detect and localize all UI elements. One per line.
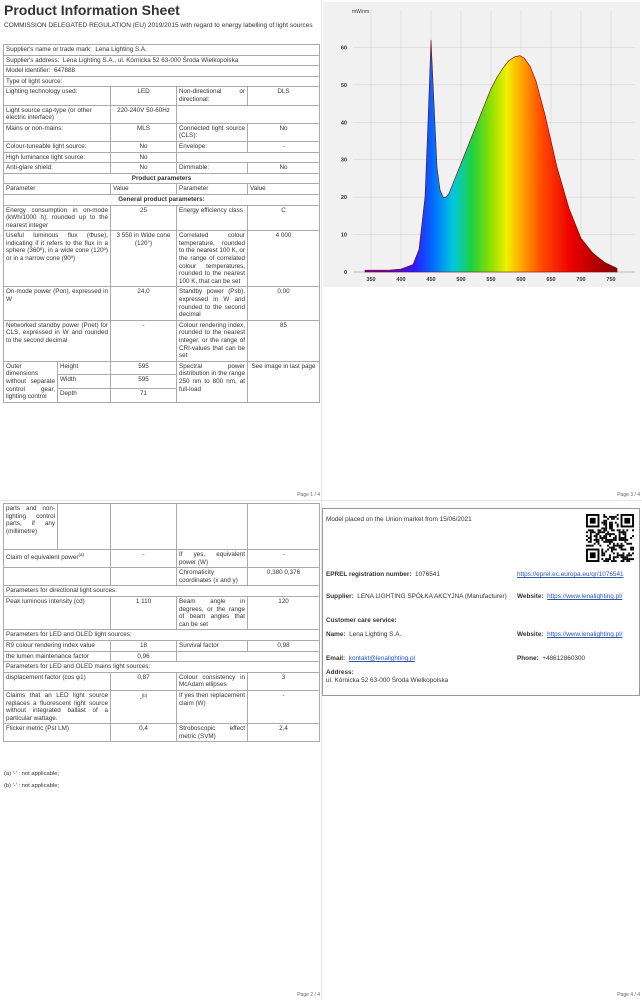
spd-label: Spectral power distribution in the range 250 nm to 800 nm, at full-load: [177, 361, 248, 402]
y-unit-label: mW/nm: [352, 9, 370, 15]
type-heading: Type of light source:: [4, 76, 320, 87]
supplier-label: Supplier's name or trade mark:: [6, 46, 92, 53]
y-tick-label: 60: [340, 45, 347, 52]
r9-value: 18: [111, 640, 177, 651]
email-label: Email:: [326, 655, 346, 662]
height-value: 595: [111, 361, 177, 375]
page-number: Page 2 / 4: [297, 992, 320, 998]
name-label: Name:: [326, 631, 346, 638]
flicker-label: Flicker metric (Pst LM): [4, 724, 111, 742]
standby-value: 0,00: [248, 287, 320, 320]
y-tick-label: 30: [340, 157, 347, 164]
tunable-label: Colour-tuneable light source:: [4, 141, 111, 152]
lumen-label: the lumen maintenance factor: [4, 651, 111, 662]
address-value: ul. Kórnicka 52 63-000 Środa Wielkopolska: [326, 677, 449, 684]
dimmable-label: Dimmable:: [177, 163, 248, 174]
eprel-value: 1076541: [415, 571, 440, 578]
footnote-a: (a) '-' : not applicable;: [4, 771, 60, 777]
product-params-heading: Product parameters: [4, 173, 320, 184]
macadam-value: 3: [248, 672, 320, 690]
disp-value: 0,87: [111, 672, 177, 690]
y-tick-label: 0: [343, 270, 347, 276]
peak-label: Peak luminous intensity (cd): [4, 596, 111, 629]
dims-label-continued: parts and non-lighting control parts, if any (millimetre): [4, 504, 58, 550]
fluor-value: -: [139, 695, 142, 702]
address-label: Supplier's address:: [6, 56, 60, 64]
general-params-heading: General product parameters:: [4, 194, 320, 205]
dims-label: Outer dimensions without separate control gear, lighting control: [4, 361, 58, 402]
chroma-label: Chromaticity coordinates (x and y): [177, 568, 248, 586]
macadam-label: Colour consistency in McAdam ellipses: [177, 672, 248, 690]
email-link[interactable]: kontakt@lenalighting.pl: [348, 655, 415, 662]
highlum-value: No: [111, 152, 177, 163]
regulation-subtitle: COMMISSION DELEGATED REGULATION (EU) 2019/2015 with regard to energy labelling of light sources: [4, 22, 313, 29]
x-tick-label: 550: [486, 277, 496, 283]
cls-value: No: [248, 123, 320, 141]
address-label: Address:: [326, 669, 354, 676]
svm-label: Stroboscopic effect metric (SVM): [177, 724, 248, 742]
onpower-value: 24,0: [111, 287, 177, 320]
mains-value: MLS: [111, 123, 177, 141]
directional-heading: Parameters for directional light sources:: [4, 586, 320, 597]
supplier-value: LENA LIGHTING SPÓŁKA AKCYJNA (Manufacturer): [357, 593, 507, 600]
peak-value: 1 110: [111, 596, 177, 629]
equivw-value: -: [248, 550, 320, 568]
eeclass-label: Energy efficiency class: [177, 205, 248, 231]
replace-label: If yes then replacement claim (W): [177, 690, 248, 723]
dimmable-value: No: [248, 163, 320, 174]
cap-label: Light source cap-type (or other electric interface): [4, 105, 111, 123]
flux-label: Useful luminous flux (Φuse), indicating if it refers to the flux in a sphere (360º), in a wide cone (120º) or in a narrow cone (90º): [4, 231, 111, 287]
website-label: Website:: [517, 593, 544, 600]
flux-value: 3 550 in Wide cone (120°): [111, 231, 177, 287]
energy-label: Energy consumption in on-mode (kWh/1000 h), rounded up to the nearest integer: [4, 205, 111, 231]
tech-label: Lighting technology used:: [4, 87, 111, 105]
netstandby-value: -: [111, 320, 177, 361]
x-tick-label: 400: [396, 277, 406, 283]
cap-value: 220-240V 50-60Hz: [111, 105, 177, 123]
x-tick-label: 750: [606, 277, 616, 283]
equiv-note: (a): [78, 552, 84, 557]
x-tick-label: 350: [366, 277, 376, 283]
supplier-label: Supplier:: [326, 593, 354, 600]
col-parameter: Parameter: [177, 184, 248, 195]
website-link-2[interactable]: https://www.lenalighting.pl/: [547, 631, 623, 638]
tech-value: LED: [111, 87, 177, 105]
x-tick-label: 450: [426, 277, 436, 283]
col-value: Value: [248, 184, 320, 195]
antiglare-label: Anti-glare shield:: [4, 163, 111, 174]
model-value: 647888: [53, 67, 75, 75]
qr-code-icon[interactable]: [586, 514, 634, 562]
lumen-value: 0,96: [111, 651, 177, 662]
x-tick-label: 600: [516, 277, 526, 283]
replace-value: -: [248, 690, 320, 723]
standby-label: Standby power (Psb), expressed in W and rounded to the second decimal: [177, 287, 248, 320]
phone-label: Phone:: [517, 655, 539, 662]
equiv-label: Claim of equivalent power: [6, 554, 79, 562]
svm-value: 2,4: [248, 724, 320, 742]
footnote-b: (b) '-' : not applicable;: [4, 783, 60, 789]
equivw-label: If yes, equivalent power (W): [177, 550, 248, 568]
led-heading: Parameters for LED and OLED light sources:: [4, 630, 320, 641]
fluor-note: (b): [141, 692, 148, 698]
market-date: Model placed on the Union market from 15/06/2021: [326, 516, 472, 523]
beam-value: 120: [248, 596, 320, 629]
cct-value: 4 000: [248, 231, 320, 287]
width-label: Width: [58, 375, 111, 389]
nondir-value: DLS: [248, 87, 320, 105]
cct-label: Correlated colour temperature, rounded to the nearest 100 K, or the range of correlated colour temperatures, rounded to the nearest 100 K, that can be set: [177, 231, 248, 287]
spd-value: See image in last page: [248, 361, 320, 402]
onpower-label: On-mode power (Pon), expressed in W: [4, 287, 111, 320]
website-label: Website:: [517, 631, 544, 638]
highlum-label: High luminance light source:: [4, 152, 111, 163]
col-value: Value: [111, 184, 177, 195]
supplier-value: Lena Lighting S.A.: [95, 46, 147, 53]
eprel-link[interactable]: https://eprel.ec.europa.eu/qr/1076541: [517, 571, 624, 578]
product-info-table-continued: [3, 503, 320, 742]
beam-label: Beam angle in degrees, or the range of beam angles that can be set: [177, 596, 248, 629]
envelope-label: Envelope:: [177, 141, 248, 152]
cri-value: 85: [248, 320, 320, 361]
page-divider-horizontal: [0, 500, 642, 501]
product-info-table: [3, 44, 320, 403]
footnotes: [4, 768, 59, 792]
mains-heading: Parameters for LED and OLED mains light sources:: [4, 662, 320, 673]
customer-care-label: Customer care service:: [326, 617, 397, 624]
phone-value: +48612860300: [542, 655, 586, 662]
y-tick-label: 50: [340, 82, 347, 89]
website-link[interactable]: https://www.lenalighting.pl/: [547, 593, 623, 600]
y-tick-label: 40: [340, 120, 347, 127]
energy-value: 25: [111, 205, 177, 231]
chroma-value: 0,380 0,376: [248, 568, 320, 586]
name-value: Lena Lighting S.A.: [349, 631, 402, 638]
disp-label: displacement factor (cos φ1): [4, 672, 111, 690]
tunable-value: No: [111, 141, 177, 152]
width-value: 595: [111, 375, 177, 389]
col-parameter: Parameter: [4, 184, 111, 195]
eprel-label: EPREL registration number:: [326, 571, 412, 578]
x-tick-label: 700: [576, 277, 586, 283]
page-number: Page 1 / 4: [297, 492, 320, 498]
address-value: Lena Lighting S.A., ul. Kórnicka 52 63-000 Środa Wielkopolska: [62, 56, 239, 64]
envelope-value: -: [248, 141, 320, 152]
depth-value: 71: [111, 389, 177, 403]
y-tick-label: 20: [340, 195, 347, 202]
model-label: Model identifier:: [6, 67, 51, 75]
eeclass-value: C: [248, 205, 320, 231]
page-number: Page 4 / 4: [617, 992, 640, 998]
netstandby-label: Networked standby power (Pnet) for CLS, expressed in W and rounded to the second decimal: [4, 320, 111, 361]
equiv-value: -: [111, 550, 177, 568]
mains-label: Mains or non-mains:: [4, 123, 111, 141]
r9-label: R9 colour rendering index value: [4, 640, 111, 651]
height-label: Height: [58, 361, 111, 375]
flicker-value: 0,4: [111, 724, 177, 742]
depth-label: Depth: [58, 389, 111, 403]
nondir-label: Non-directional or directional:: [177, 87, 248, 105]
fluor-label: Claims that an LED light source replaces a fluorescent light source without integrated ballast of a particular wattage.: [4, 690, 111, 723]
cri-label: Colour rendering index, rounded to the nearest integer, or the range of CRI-values that can be set: [177, 320, 248, 361]
spectral-power-chart: [323, 2, 640, 287]
antiglare-value: No: [111, 163, 177, 174]
x-tick-label: 500: [456, 277, 466, 283]
cls-label: Connected light source (CLS):: [177, 123, 248, 141]
survival-value: 0,98: [248, 640, 320, 651]
y-tick-label: 10: [340, 232, 347, 239]
x-tick-label: 650: [546, 277, 556, 283]
page-title: Product Information Sheet: [4, 2, 180, 18]
survival-label: Survival factor: [177, 640, 248, 651]
page-number: Page 3 / 4: [617, 492, 640, 498]
